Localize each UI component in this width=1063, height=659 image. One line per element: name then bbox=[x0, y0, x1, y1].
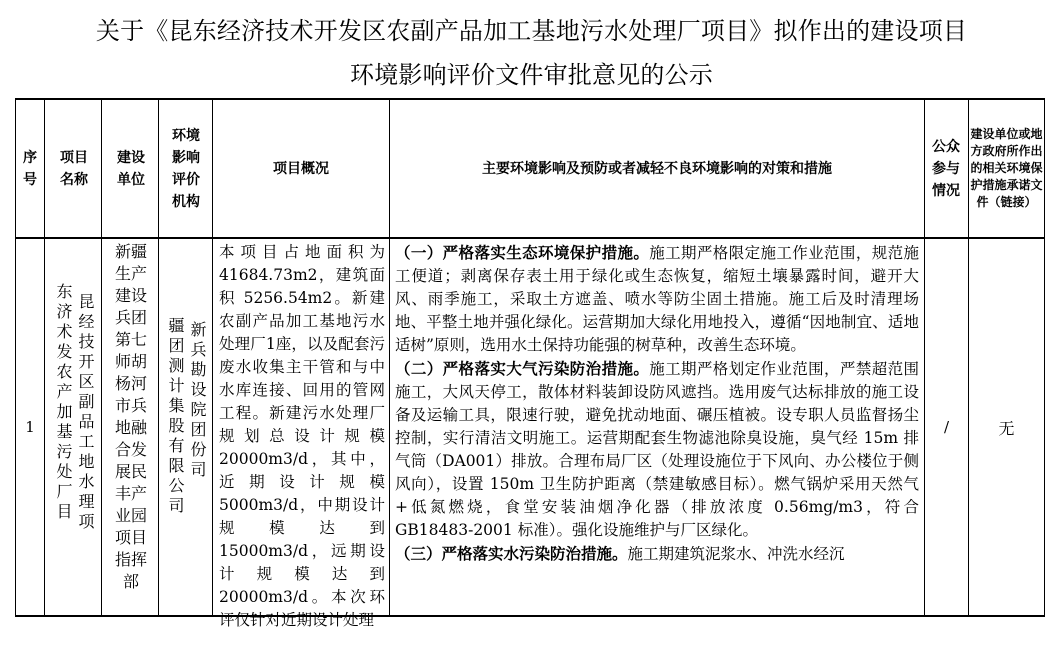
eia-agency-col-2: 疆团测计集股有限公司 bbox=[166, 317, 185, 517]
page-title-line-2: 环境影响评价文件审批意见的公示 bbox=[350, 61, 713, 89]
col-divider bbox=[101, 98, 102, 617]
project-name-col-1: 昆经技开区副品工地水理项 bbox=[76, 293, 95, 533]
header-construction-unit: 建设单位 bbox=[117, 149, 145, 188]
header-public-participation: 公众参与情况 bbox=[932, 138, 960, 199]
header-eia-agency: 环境影响评价机构 bbox=[172, 127, 200, 210]
row-construction-unit: 新疆生产建设兵团第七师胡杨河市兵地融合发展民丰产业园项目指挥部 bbox=[114, 242, 147, 591]
row-commitment-link: 无 bbox=[998, 418, 1015, 438]
row-seq: 1 bbox=[25, 418, 35, 436]
col-divider bbox=[1044, 98, 1045, 617]
page-title-line-1: 关于《昆东经济技术开发区农副产品加工基地污水处理厂项目》拟作出的建设项目 bbox=[95, 17, 968, 45]
row-measures bbox=[395, 241, 919, 615]
project-name-col-2: 东济术发农产加基污处厂目 bbox=[54, 283, 73, 523]
row-project-overview: 本项目占地面积为41684.73m2，建筑面积 5256.54m2。新建农副产品加工基地污水处理厂1座，以及配套污废水收集主干管和与中水库连接、回用的管网工程。新建污水处理厂规划总设计规模20000m3/d，其中，近期设计规模5000m3/d，中期设计规模达到 15000m3/d，远期设计规模达到 20000m3/d。本次环评仅针对近期设计处理 bbox=[219, 243, 385, 629]
measure-3-body: 施工期建筑泥浆水、冲洗水经沉 bbox=[627, 545, 845, 563]
measure-1-body: 施工期严格限定施工作业范围，规范施工便道；剥离保存表土用于绿化或生态恢复，缩短土壤暴露时间，避开大风、雨季施工，采取土方遮盖、喷水等防尘固土措施。施工后及时清理场地、平整土地并强化绿化。运营期加大绿化用地投入，遵循“因地制宜、适地适树”原则，选用水土保持功能强的树草种，改善生态环境。 bbox=[395, 244, 919, 354]
header-measures: 主要环境影响及预防或者减轻不良环境影响的对策和措施 bbox=[482, 160, 832, 177]
col-divider bbox=[389, 98, 390, 617]
measure-3-heading: （三）严格落实水污染防治措施。 bbox=[395, 544, 628, 563]
col-divider bbox=[212, 98, 213, 617]
col-divider bbox=[44, 98, 45, 617]
approval-table bbox=[15, 98, 1045, 629]
header-commitment-link: 建设单位或地方政府所作出的相关环境保护措施承诺文件（链接） bbox=[970, 127, 1043, 209]
measure-2-body: 施工期严格划定作业范围，严禁超范围施工，大风天停工，散体材料装卸设防风遮挡。选用废气达标排放的施工设备及运输工具，限速行驶，避免扰动地面、碾压植被。设专职人员监督扬尘控制，实行清洁文明施工。运营期配套生物滤池除臭设施，臭气经 15m 排气筒（DA001）排放。合理布局厂区（处理设施位于下风向、办公楼位于侧风向），设置 150m 卫生防护距离（禁建敏感目标）。燃气锅炉采用天然气+低氮燃烧，食堂安装油烟净化器（排放浓度 0.56mg/m3，符合 GB18483-2001 标准）。强化设施维护与厂区绿化。 bbox=[395, 360, 919, 539]
table-bottom-border bbox=[15, 615, 1045, 617]
row-public-participation: / bbox=[943, 418, 950, 436]
row-project-name bbox=[48, 239, 100, 615]
measure-2-heading: （二）严格落实大气污染防治措施。 bbox=[395, 359, 650, 378]
col-divider bbox=[158, 98, 159, 617]
measure-1-heading: （一）严格落实生态环境保护措施。 bbox=[395, 243, 650, 262]
row-eia-agency bbox=[161, 239, 211, 615]
header-project-name: 项目名称 bbox=[60, 149, 88, 188]
eia-agency-col-1: 新兵勘设院团份司 bbox=[188, 321, 207, 481]
header-project-overview: 项目概况 bbox=[273, 160, 329, 177]
header-seq: 序号 bbox=[23, 149, 37, 188]
